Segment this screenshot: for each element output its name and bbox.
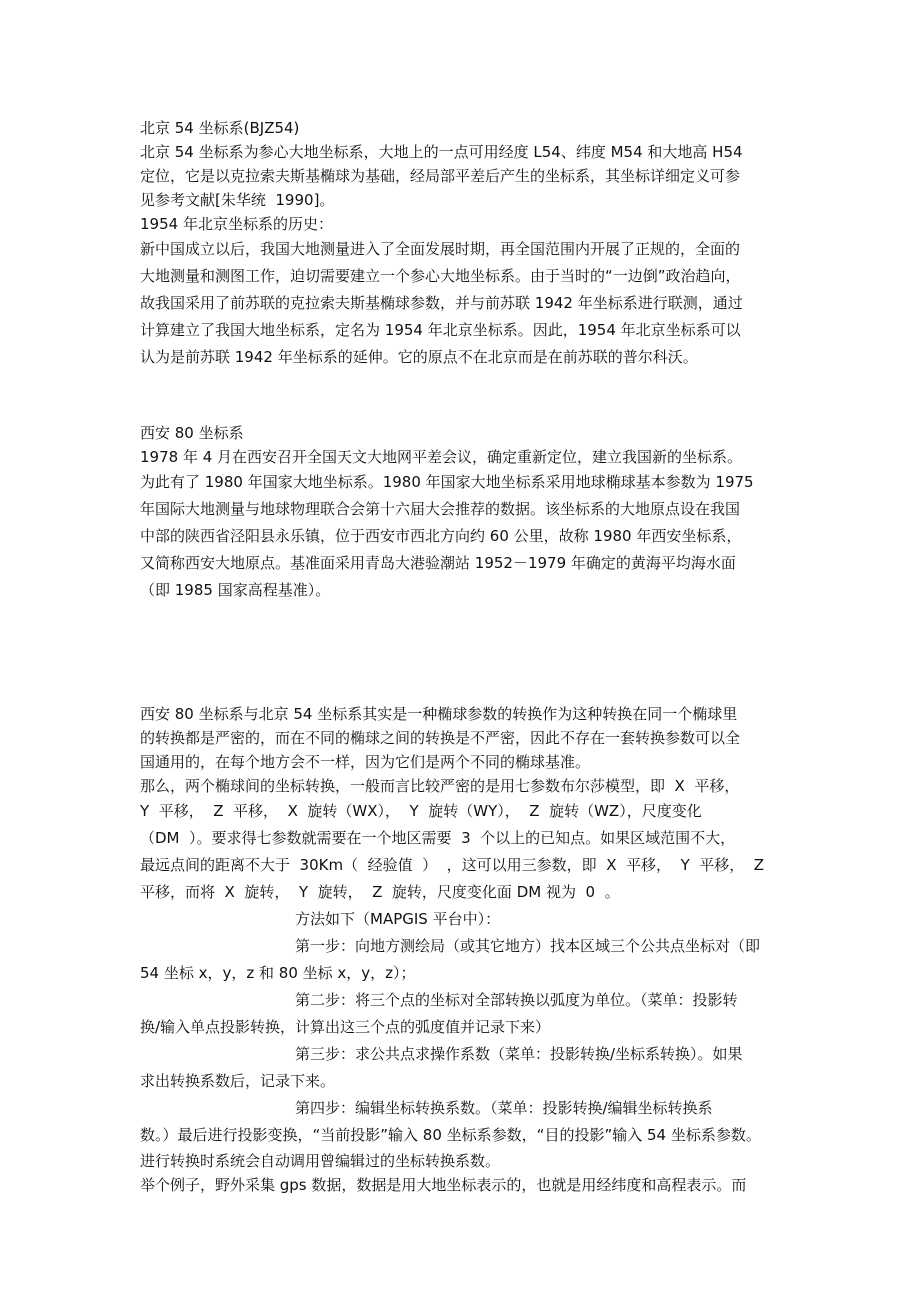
- paragraph-line: 故我国采用了前苏联的克拉索夫斯基椭球参数，并与前苏联 1942 年坐标系进行联测，通过: [140, 294, 743, 312]
- paragraph-line: 新中国成立以后，我国大地测量进入了全面发展时期，再全国范围内开展了正规的，全面的: [140, 240, 741, 258]
- paragraph-line: 国通用的，在每个地方会不一样，因为它们是两个不同的椭球基准。: [140, 753, 591, 771]
- step-one: 第一步：向地方测绘局（或其它地方）找本区域三个公共点坐标对（即: [295, 937, 761, 955]
- paragraph-line: （DM ）。要求得七参数就需要在一个地区需要 3 个以上的已知点。如果区域范围不大，: [140, 829, 736, 847]
- paragraph-line: 北京 54 坐标系为参心大地坐标系，大地上的一点可用经度 L54、纬度 M54 和大地高 H54: [140, 143, 743, 161]
- paragraph-line: 认为是前苏联 1942 年坐标系的延伸。它的原点不在北京而是在前苏联的普尔科沃。: [140, 348, 698, 366]
- paragraph-line: 为此有了 1980 年国家大地坐标系。1980 年国家大地坐标系采用地球椭球基本参数为 1975: [140, 473, 754, 491]
- step-one-cont: 54 坐标 x，y，z 和 80 坐标 x，y，z）；: [140, 964, 416, 982]
- paragraph-line: 大地测量和测图工作，迫切需要建立一个参心大地坐标系。由于当时的“一边倒”政治趋向，: [140, 267, 741, 285]
- paragraph-line: 西安 80 坐标系与北京 54 坐标系其实是一种椭球参数的转换作为这种转换在同一个椭球里: [140, 705, 738, 723]
- paragraph-line: 定位，它是以克拉索夫斯基椭球为基础，经局部平差后产生的坐标系，其坐标详细定义可参: [140, 167, 741, 185]
- paragraph-line: 中部的陕西省泾阳县永乐镇，位于西安市西北方向约 60 公里，故称 1980 年西安坐标系，: [140, 527, 742, 545]
- step-two: 第二步：将三个点的坐标对全部转换以弧度为单位。（菜单：投影转: [295, 991, 738, 1009]
- section-beijing-54: [140, 116, 790, 371]
- step-three: 第三步：求公共点求操作系数（菜单：投影转换/坐标系转换）。如果: [295, 1045, 743, 1063]
- section-title-beijing: 北京 54 坐标系(BJZ54): [140, 119, 300, 137]
- history-title: 1954 年北京坐标系的历史：: [140, 215, 333, 233]
- paragraph-line: （即 1985 国家高程基准）。: [140, 581, 331, 599]
- step-three-cont: 求出转换系数后，记录下来。: [140, 1072, 336, 1090]
- section-xian-80: [140, 421, 790, 604]
- paragraph-line: 年国际大地测量与地球物理联合会第十六届大会推荐的数据。该坐标系的大地原点设在我国: [140, 500, 741, 518]
- paragraph-line: 见参考文献[朱华统 1990]。: [140, 191, 335, 209]
- paragraph-line: 计算建立了我国大地坐标系，定名为 1954 年北京坐标系。因此，1954 年北京坐标系可以: [140, 321, 741, 339]
- paragraph-line: 那么，两个椭球间的坐标转换，一般而言比较严密的是用七参数布尔莎模型，即 X 平移，: [140, 777, 740, 795]
- step-four-cont: 数。）最后进行投影变换，“当前投影”输入 80 坐标系参数，“目的投影”输入 54 坐标系参数。: [140, 1126, 761, 1144]
- paragraph-line: 最远点间的距离不大于 30Km（ 经验值 ） ，这可以用三参数，即 X 平移， Y 平移， Z: [140, 856, 765, 874]
- paragraph-line: 的转换都是严密的，而在不同的椭球之间的转换是不严密，因此不存在一套转换参数可以全: [140, 729, 741, 747]
- section-transformation: [140, 702, 790, 1197]
- paragraph-line: 平移，而将 X 旋转， Y 旋转， Z 旋转，尺度变化面 DM 视为 0 。: [140, 883, 620, 901]
- paragraph-line: Y 平移， Z 平移， X 旋转（WX）， Y 旋转（WY）， Z 旋转（WZ），尺度变化: [140, 802, 702, 820]
- step-four-cont: 进行转换时系统会自动调用曾编辑过的坐标转换系数。: [140, 1152, 501, 1170]
- paragraph-line: 又简称西安大地原点。基准面采用青岛大港验潮站 1952－1979 年确定的黄海平均海水面: [140, 554, 736, 572]
- step-four: 第四步：编辑坐标转换系数。（菜单：投影转换/编辑坐标转换系: [295, 1099, 713, 1117]
- method-title: 方法如下（MAPGIS 平台中）：: [295, 910, 501, 928]
- paragraph-line: 1978 年 4 月在西安召开全国天文大地网平差会议，确定重新定位，建立我国新的坐标系。: [140, 448, 743, 466]
- section-title-xian: 西安 80 坐标系: [140, 424, 244, 442]
- step-two-cont: 换/输入单点投影转换，计算出这三个点的弧度值并记录下来）: [140, 1018, 551, 1036]
- example-line: 举个例子，野外采集 gps 数据，数据是用大地坐标表示的，也就是用经纬度和高程表示。而: [140, 1176, 747, 1194]
